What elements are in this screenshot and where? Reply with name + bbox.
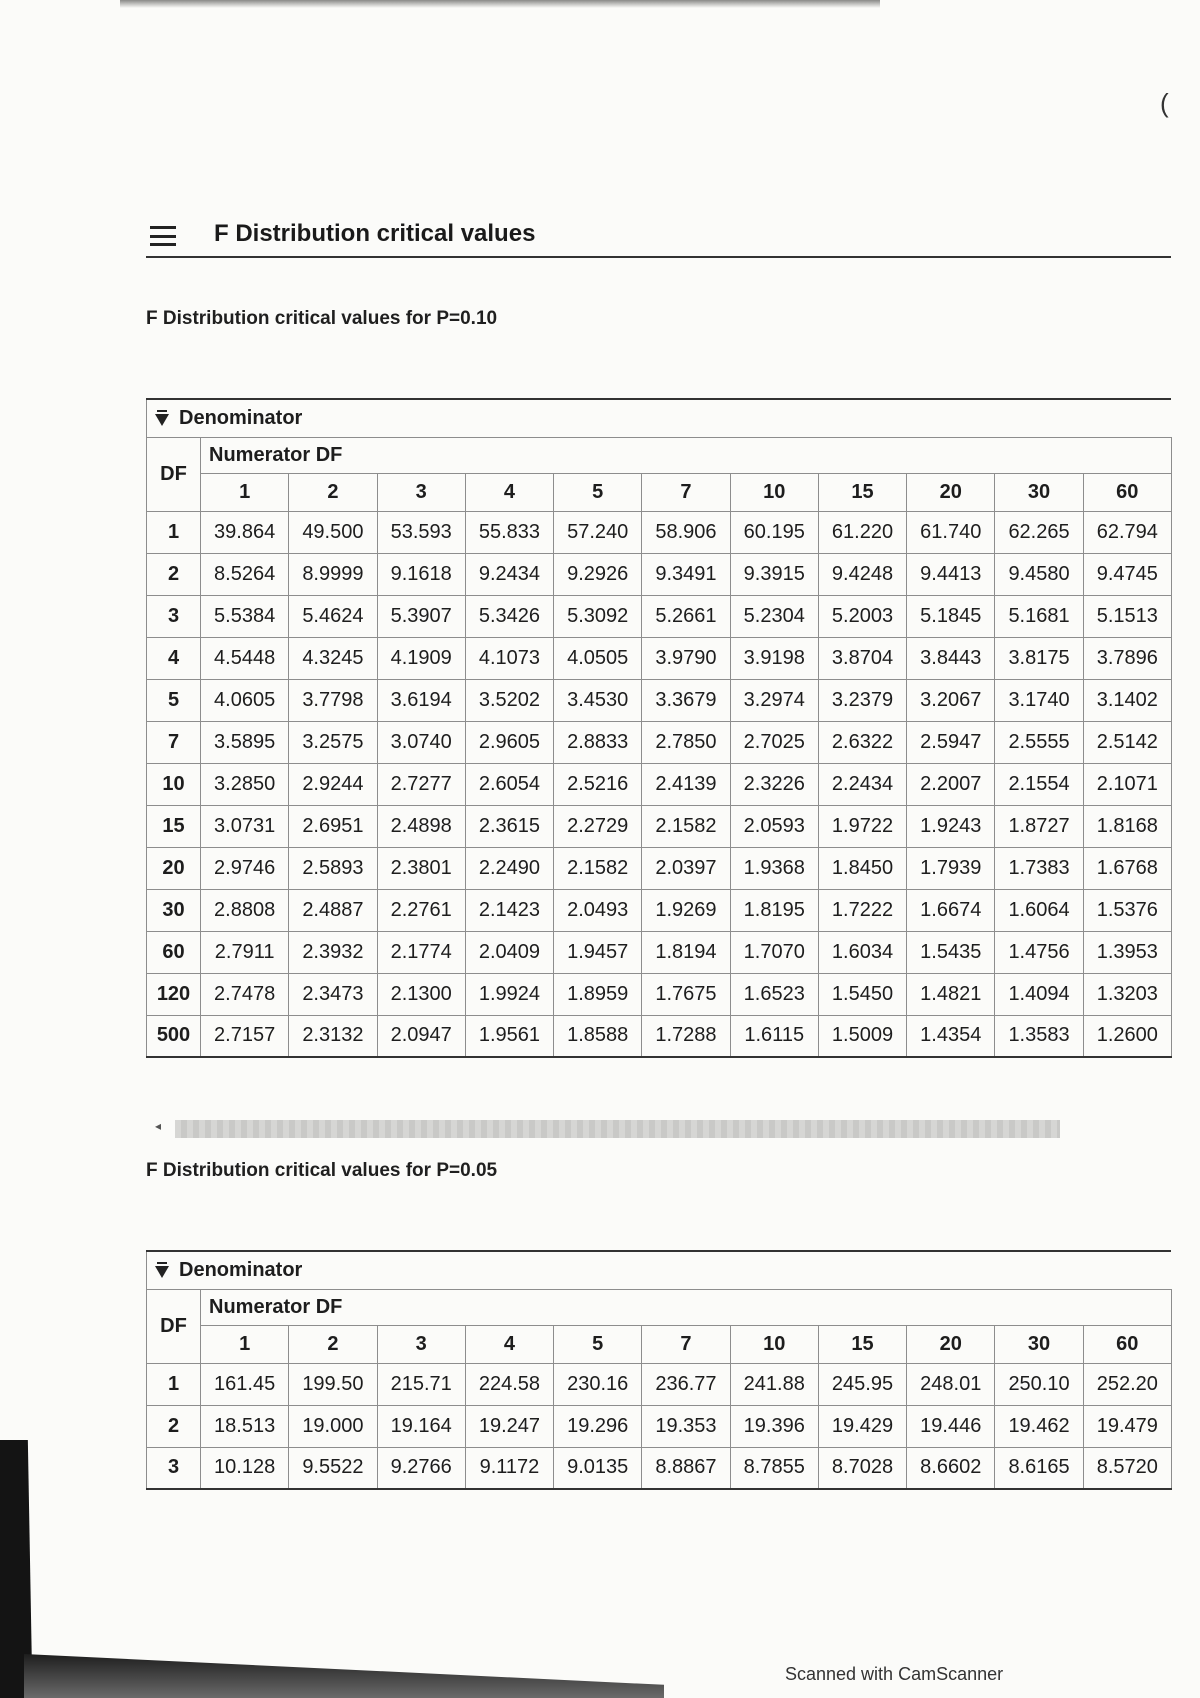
value-cell: 3.9198 — [730, 637, 818, 679]
value-cell: 1.7939 — [907, 847, 995, 889]
value-cell: 9.3491 — [642, 553, 730, 595]
table-row — [147, 679, 1172, 721]
value-cell: 3.1402 — [1083, 679, 1171, 721]
column-header: 1 — [201, 473, 289, 511]
column-header: 20 — [907, 473, 995, 511]
value-cell: 19.446 — [907, 1405, 995, 1447]
table-row — [147, 511, 1172, 553]
value-cell: 5.3092 — [554, 595, 642, 637]
value-cell: 49.500 — [289, 511, 377, 553]
value-cell: 39.864 — [201, 511, 289, 553]
value-cell: 1.5435 — [907, 931, 995, 973]
value-cell: 19.353 — [642, 1405, 730, 1447]
value-cell: 19.296 — [554, 1405, 642, 1447]
table-row — [147, 721, 1172, 763]
value-cell: 1.6523 — [730, 973, 818, 1015]
value-cell: 1.8727 — [995, 805, 1083, 847]
column-header: 4 — [465, 473, 553, 511]
value-cell: 2.0397 — [642, 847, 730, 889]
corner-mark: ( — [1160, 88, 1169, 118]
value-cell: 19.164 — [377, 1405, 465, 1447]
value-cell: 2.2761 — [377, 889, 465, 931]
table-row — [147, 847, 1172, 889]
value-cell: 55.833 — [465, 511, 553, 553]
value-cell: 5.2003 — [818, 595, 906, 637]
table-row — [147, 595, 1172, 637]
value-cell: 1.6115 — [730, 1015, 818, 1057]
value-cell: 241.88 — [730, 1363, 818, 1405]
value-cell: 3.8704 — [818, 637, 906, 679]
value-cell: 2.4898 — [377, 805, 465, 847]
column-header: 60 — [1083, 1325, 1171, 1363]
row-df-cell: 5 — [147, 679, 201, 721]
horizontal-scrollbar[interactable] — [155, 1118, 1060, 1138]
table-row — [147, 973, 1172, 1015]
column-header: 30 — [995, 473, 1083, 511]
page-bottom-shadow — [24, 1654, 664, 1698]
value-cell: 3.6194 — [377, 679, 465, 721]
page-title: F Distribution critical values — [214, 220, 536, 247]
value-cell: 9.2766 — [377, 1447, 465, 1489]
row-df-cell: 7 — [147, 721, 201, 763]
value-cell: 236.77 — [642, 1363, 730, 1405]
value-cell: 1.3583 — [995, 1015, 1083, 1057]
df-label: DF — [147, 437, 201, 511]
value-cell: 5.5384 — [201, 595, 289, 637]
row-df-cell: 60 — [147, 931, 201, 973]
value-cell: 2.7911 — [201, 931, 289, 973]
value-cell: 19.247 — [465, 1405, 553, 1447]
value-cell: 3.5895 — [201, 721, 289, 763]
table-row — [147, 889, 1172, 931]
value-cell: 1.8168 — [1083, 805, 1171, 847]
table-row — [147, 637, 1172, 679]
hamburger-menu-icon[interactable] — [150, 226, 176, 246]
column-header: 3 — [377, 473, 465, 511]
value-cell: 2.3226 — [730, 763, 818, 805]
value-cell: 2.8808 — [201, 889, 289, 931]
column-header: 1 — [201, 1325, 289, 1363]
value-cell: 2.0947 — [377, 1015, 465, 1057]
column-header: 3 — [377, 1325, 465, 1363]
value-cell: 2.2729 — [554, 805, 642, 847]
table-row — [147, 1015, 1172, 1057]
value-cell: 1.4354 — [907, 1015, 995, 1057]
filter-sort-icon[interactable] — [155, 410, 169, 426]
value-cell: 2.5555 — [995, 721, 1083, 763]
value-cell: 4.5448 — [201, 637, 289, 679]
value-cell: 1.9269 — [642, 889, 730, 931]
value-cell: 2.1582 — [554, 847, 642, 889]
value-cell: 4.3245 — [289, 637, 377, 679]
value-cell: 58.906 — [642, 511, 730, 553]
value-cell: 199.50 — [289, 1363, 377, 1405]
value-cell: 2.9244 — [289, 763, 377, 805]
page-header — [146, 212, 1171, 258]
value-cell: 1.4094 — [995, 973, 1083, 1015]
value-cell: 2.1071 — [1083, 763, 1171, 805]
value-cell: 60.195 — [730, 511, 818, 553]
value-cell: 215.71 — [377, 1363, 465, 1405]
value-cell: 19.479 — [1083, 1405, 1171, 1447]
column-header: 15 — [818, 1325, 906, 1363]
value-cell: 1.9243 — [907, 805, 995, 847]
filter-sort-icon[interactable] — [155, 1262, 169, 1278]
value-cell: 3.1740 — [995, 679, 1083, 721]
row-df-cell: 3 — [147, 1447, 201, 1489]
value-cell: 9.4580 — [995, 553, 1083, 595]
value-cell: 4.1909 — [377, 637, 465, 679]
denominator-header — [147, 1251, 1172, 1289]
value-cell: 5.1681 — [995, 595, 1083, 637]
value-cell: 2.6951 — [289, 805, 377, 847]
row-df-cell: 30 — [147, 889, 201, 931]
value-cell: 2.3615 — [465, 805, 553, 847]
value-cell: 248.01 — [907, 1363, 995, 1405]
denominator-label: Denominator — [179, 1258, 303, 1281]
value-cell: 8.5720 — [1083, 1447, 1171, 1489]
value-cell: 9.1618 — [377, 553, 465, 595]
column-header: 2 — [289, 1325, 377, 1363]
value-cell: 1.9561 — [465, 1015, 553, 1057]
value-cell: 1.8450 — [818, 847, 906, 889]
value-cell: 2.9605 — [465, 721, 553, 763]
table-row — [147, 931, 1172, 973]
scroll-left-arrow-icon[interactable]: ◂ — [155, 1119, 162, 1133]
value-cell: 5.1513 — [1083, 595, 1171, 637]
column-header: 30 — [995, 1325, 1083, 1363]
value-cell: 2.4887 — [289, 889, 377, 931]
value-cell: 1.6064 — [995, 889, 1083, 931]
value-cell: 3.0740 — [377, 721, 465, 763]
value-cell: 3.9790 — [642, 637, 730, 679]
column-header: 4 — [465, 1325, 553, 1363]
df-label: DF — [147, 1289, 201, 1363]
value-cell: 2.8833 — [554, 721, 642, 763]
value-cell: 2.2434 — [818, 763, 906, 805]
value-cell: 1.4821 — [907, 973, 995, 1015]
value-cell: 2.4139 — [642, 763, 730, 805]
value-cell: 1.7383 — [995, 847, 1083, 889]
value-cell: 8.5264 — [201, 553, 289, 595]
column-header-row — [147, 473, 1172, 511]
value-cell: 3.2379 — [818, 679, 906, 721]
value-cell: 5.4624 — [289, 595, 377, 637]
value-cell: 1.5009 — [818, 1015, 906, 1057]
column-header: 5 — [554, 473, 642, 511]
value-cell: 2.0409 — [465, 931, 553, 973]
table-row — [147, 763, 1172, 805]
value-cell: 2.1774 — [377, 931, 465, 973]
value-cell: 2.2007 — [907, 763, 995, 805]
row-df-cell: 2 — [147, 553, 201, 595]
value-cell: 8.9999 — [289, 553, 377, 595]
value-cell: 61.220 — [818, 511, 906, 553]
value-cell: 9.4413 — [907, 553, 995, 595]
value-cell: 18.513 — [201, 1405, 289, 1447]
value-cell: 2.1300 — [377, 973, 465, 1015]
column-header: 7 — [642, 473, 730, 511]
value-cell: 5.3426 — [465, 595, 553, 637]
f-table-p005 — [146, 1250, 1172, 1490]
value-cell: 3.5202 — [465, 679, 553, 721]
value-cell: 3.8175 — [995, 637, 1083, 679]
value-cell: 2.3801 — [377, 847, 465, 889]
value-cell: 1.3953 — [1083, 931, 1171, 973]
row-df-cell: 1 — [147, 511, 201, 553]
f-table-body-p010 — [147, 399, 1172, 1057]
value-cell: 1.2600 — [1083, 1015, 1171, 1057]
value-cell: 3.2575 — [289, 721, 377, 763]
value-cell: 230.16 — [554, 1363, 642, 1405]
value-cell: 53.593 — [377, 511, 465, 553]
value-cell: 4.0605 — [201, 679, 289, 721]
value-cell: 1.8195 — [730, 889, 818, 931]
value-cell: 8.6602 — [907, 1447, 995, 1489]
section-title-p005: F Distribution critical values for P=0.05 — [146, 1160, 498, 1181]
row-df-cell: 500 — [147, 1015, 201, 1057]
value-cell: 62.794 — [1083, 511, 1171, 553]
row-df-cell: 15 — [147, 805, 201, 847]
denominator-label: Denominator — [179, 406, 303, 429]
value-cell: 3.2067 — [907, 679, 995, 721]
value-cell: 3.0731 — [201, 805, 289, 847]
column-header: 20 — [907, 1325, 995, 1363]
value-cell: 8.7028 — [818, 1447, 906, 1489]
value-cell: 19.396 — [730, 1405, 818, 1447]
value-cell: 2.1423 — [465, 889, 553, 931]
value-cell: 2.2490 — [465, 847, 553, 889]
value-cell: 9.4745 — [1083, 553, 1171, 595]
page-top-shadow — [120, 0, 880, 8]
value-cell: 10.128 — [201, 1447, 289, 1489]
section-title-p010: F Distribution critical values for P=0.10 — [146, 308, 498, 329]
value-cell: 2.7157 — [201, 1015, 289, 1057]
value-cell: 4.0505 — [554, 637, 642, 679]
denominator-row — [147, 399, 1172, 437]
f-table-body-p005 — [147, 1251, 1172, 1489]
denominator-header — [147, 399, 1172, 437]
value-cell: 2.7025 — [730, 721, 818, 763]
value-cell: 1.8588 — [554, 1015, 642, 1057]
value-cell: 1.9924 — [465, 973, 553, 1015]
value-cell: 2.5893 — [289, 847, 377, 889]
denominator-row — [147, 1251, 1172, 1289]
row-df-cell: 2 — [147, 1405, 201, 1447]
value-cell: 3.2974 — [730, 679, 818, 721]
value-cell: 2.1554 — [995, 763, 1083, 805]
value-cell: 2.5947 — [907, 721, 995, 763]
table-row — [147, 1405, 1172, 1447]
value-cell: 3.7896 — [1083, 637, 1171, 679]
value-cell: 2.9746 — [201, 847, 289, 889]
value-cell: 161.45 — [201, 1363, 289, 1405]
value-cell: 8.7855 — [730, 1447, 818, 1489]
value-cell: 2.3473 — [289, 973, 377, 1015]
table-row — [147, 553, 1172, 595]
value-cell: 2.6054 — [465, 763, 553, 805]
value-cell: 61.740 — [907, 511, 995, 553]
column-header: 2 — [289, 473, 377, 511]
value-cell: 5.2304 — [730, 595, 818, 637]
value-cell: 1.3203 — [1083, 973, 1171, 1015]
value-cell: 1.6034 — [818, 931, 906, 973]
value-cell: 19.429 — [818, 1405, 906, 1447]
table-row — [147, 1447, 1172, 1489]
value-cell: 2.1582 — [642, 805, 730, 847]
value-cell: 3.3679 — [642, 679, 730, 721]
row-df-cell: 4 — [147, 637, 201, 679]
value-cell: 19.462 — [995, 1405, 1083, 1447]
column-header: 60 — [1083, 473, 1171, 511]
value-cell: 3.2850 — [201, 763, 289, 805]
value-cell: 8.6165 — [995, 1447, 1083, 1489]
value-cell: 1.9722 — [818, 805, 906, 847]
f-table-p010 — [146, 398, 1172, 1058]
value-cell: 1.8194 — [642, 931, 730, 973]
column-header: 15 — [818, 473, 906, 511]
numerator-df-label: Numerator DF — [201, 437, 1172, 473]
value-cell: 1.9368 — [730, 847, 818, 889]
value-cell: 62.265 — [995, 511, 1083, 553]
value-cell: 2.7850 — [642, 721, 730, 763]
numerator-row — [147, 1289, 1172, 1325]
value-cell: 9.3915 — [730, 553, 818, 595]
scroll-track[interactable] — [175, 1120, 1060, 1138]
value-cell: 2.7277 — [377, 763, 465, 805]
value-cell: 9.1172 — [465, 1447, 553, 1489]
value-cell: 2.7478 — [201, 973, 289, 1015]
value-cell: 2.5142 — [1083, 721, 1171, 763]
scan-watermark: Scanned with CamScanner — [785, 1664, 1004, 1684]
value-cell: 3.4530 — [554, 679, 642, 721]
value-cell: 1.7675 — [642, 973, 730, 1015]
value-cell: 1.5376 — [1083, 889, 1171, 931]
value-cell: 2.3932 — [289, 931, 377, 973]
value-cell: 9.2434 — [465, 553, 553, 595]
value-cell: 5.2661 — [642, 595, 730, 637]
column-header: 7 — [642, 1325, 730, 1363]
value-cell: 250.10 — [995, 1363, 1083, 1405]
table-row — [147, 805, 1172, 847]
table-row — [147, 1363, 1172, 1405]
row-df-cell: 20 — [147, 847, 201, 889]
value-cell: 252.20 — [1083, 1363, 1171, 1405]
value-cell: 9.5522 — [289, 1447, 377, 1489]
row-df-cell: 120 — [147, 973, 201, 1015]
value-cell: 2.0593 — [730, 805, 818, 847]
column-header: 5 — [554, 1325, 642, 1363]
value-cell: 1.5450 — [818, 973, 906, 1015]
value-cell: 2.0493 — [554, 889, 642, 931]
row-df-cell: 1 — [147, 1363, 201, 1405]
value-cell: 9.0135 — [554, 1447, 642, 1489]
column-header: 10 — [730, 473, 818, 511]
value-cell: 1.6768 — [1083, 847, 1171, 889]
value-cell: 2.5216 — [554, 763, 642, 805]
value-cell: 1.7222 — [818, 889, 906, 931]
value-cell: 2.3132 — [289, 1015, 377, 1057]
value-cell: 1.6674 — [907, 889, 995, 931]
value-cell: 4.1073 — [465, 637, 553, 679]
row-df-cell: 10 — [147, 763, 201, 805]
column-header: 10 — [730, 1325, 818, 1363]
row-df-cell: 3 — [147, 595, 201, 637]
value-cell: 1.8959 — [554, 973, 642, 1015]
value-cell: 3.7798 — [289, 679, 377, 721]
value-cell: 8.8867 — [642, 1447, 730, 1489]
numerator-df-label: Numerator DF — [201, 1289, 1172, 1325]
value-cell: 1.7288 — [642, 1015, 730, 1057]
value-cell: 5.1845 — [907, 595, 995, 637]
value-cell: 3.8443 — [907, 637, 995, 679]
value-cell: 2.6322 — [818, 721, 906, 763]
value-cell: 9.4248 — [818, 553, 906, 595]
value-cell: 1.7070 — [730, 931, 818, 973]
value-cell: 5.3907 — [377, 595, 465, 637]
value-cell: 19.000 — [289, 1405, 377, 1447]
value-cell: 1.9457 — [554, 931, 642, 973]
value-cell: 57.240 — [554, 511, 642, 553]
value-cell: 1.4756 — [995, 931, 1083, 973]
value-cell: 224.58 — [465, 1363, 553, 1405]
value-cell: 245.95 — [818, 1363, 906, 1405]
numerator-row — [147, 437, 1172, 473]
column-header-row — [147, 1325, 1172, 1363]
value-cell: 9.2926 — [554, 553, 642, 595]
